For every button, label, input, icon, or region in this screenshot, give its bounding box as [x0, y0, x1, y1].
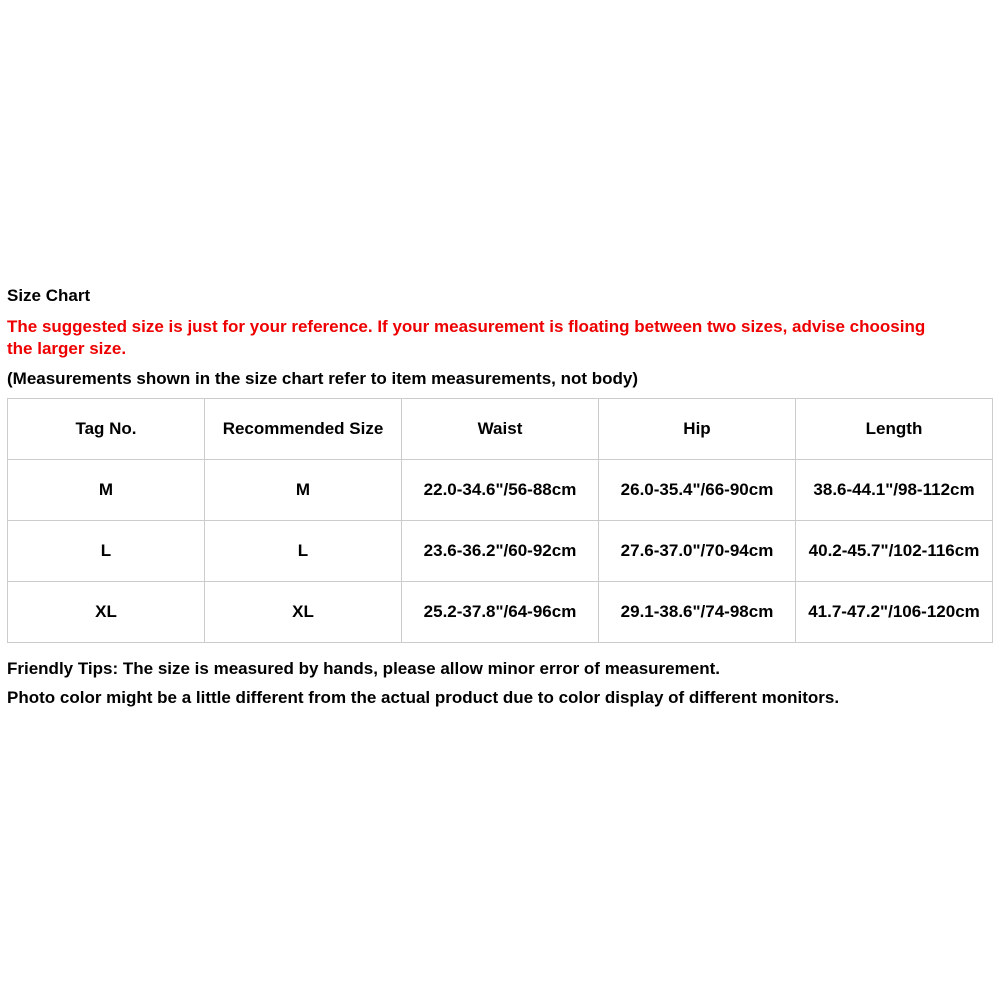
cell-length: 41.7-47.2"/106-120cm [796, 582, 993, 643]
friendly-tips-line: Friendly Tips: The size is measured by hands, please allow minor error of measurement. [7, 659, 720, 678]
photo-color-note-line: Photo color might be a little different from the actual product due to color display of different monitors. [7, 688, 840, 707]
cell-waist: 25.2-37.8"/64-96cm [402, 582, 599, 643]
table-row-l [8, 521, 993, 582]
cell-recommended-size: M [205, 460, 402, 521]
column-header-recommended-size: Recommended Size [205, 399, 402, 460]
cell-hip: 27.6-37.0"/70-94cm [599, 521, 796, 582]
size-warning-text: The suggested size is just for your reference. If your measurement is floating between two sizes, advise choosing the larger size. [7, 317, 926, 358]
cell-hip: 29.1-38.6"/74-98cm [599, 582, 796, 643]
page-title: Size Chart [7, 286, 91, 305]
table-row-m [8, 460, 993, 521]
cell-recommended-size: XL [205, 582, 402, 643]
cell-waist: 23.6-36.2"/60-92cm [402, 521, 599, 582]
cell-tag: XL [8, 582, 205, 643]
footer-tips [7, 654, 993, 712]
cell-length: 38.6-44.1"/98-112cm [796, 460, 993, 521]
size-table-body [8, 460, 993, 643]
column-header-hip: Hip [599, 399, 796, 460]
cell-recommended-size: L [205, 521, 402, 582]
column-header-length: Length [796, 399, 993, 460]
cell-hip: 26.0-35.4"/66-90cm [599, 460, 796, 521]
measurement-note: (Measurements shown in the size chart refer to item measurements, not body) [7, 369, 639, 388]
table-row-xl [8, 582, 993, 643]
cell-tag: L [8, 521, 205, 582]
cell-length: 40.2-45.7"/102-116cm [796, 521, 993, 582]
column-header-tag-no: Tag No. [8, 399, 205, 460]
cell-tag: M [8, 460, 205, 521]
cell-waist: 22.0-34.6"/56-88cm [402, 460, 599, 521]
header-row [8, 399, 993, 460]
size-chart-table [7, 398, 993, 643]
size-table-header [8, 399, 993, 460]
column-header-waist: Waist [402, 399, 599, 460]
